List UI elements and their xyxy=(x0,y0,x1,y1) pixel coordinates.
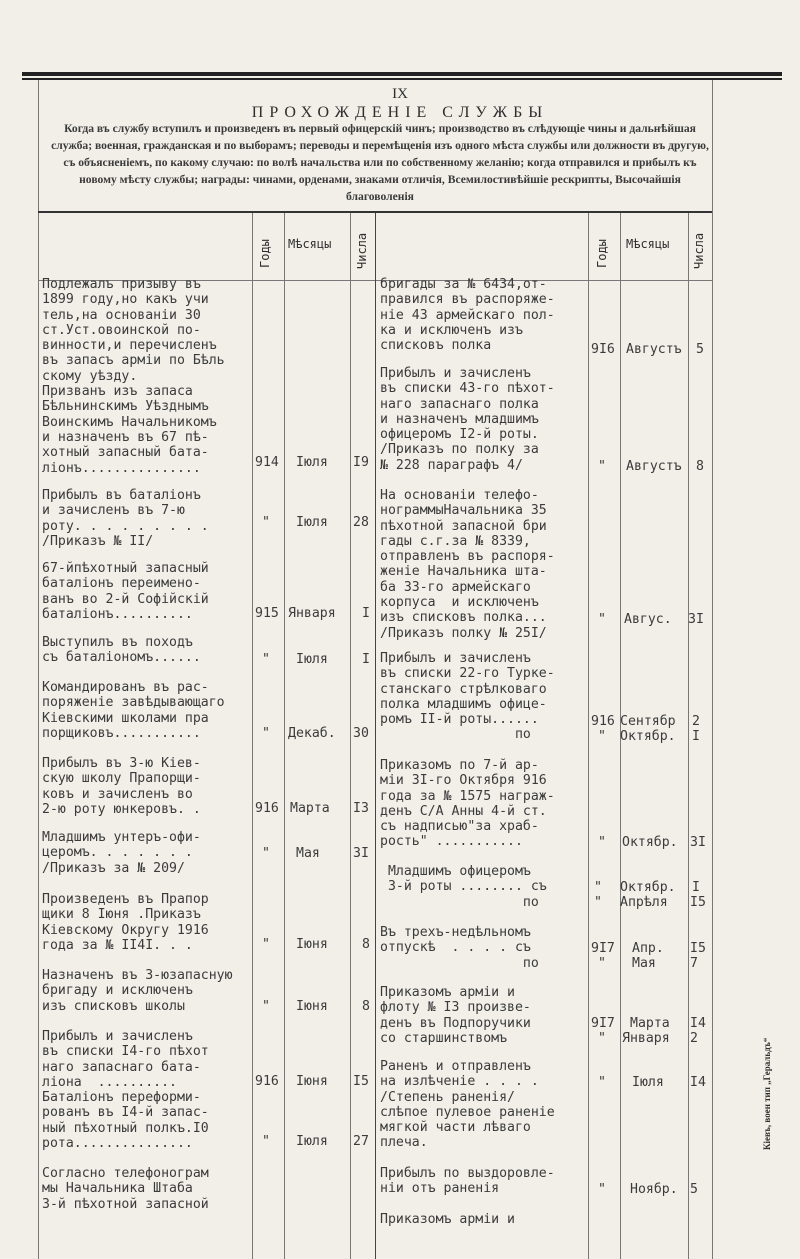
right-month: Мая xyxy=(632,956,656,971)
page-subtitle: Когда въ службу вступилъ и произведенъ въ первый офицерскiй чинъ; производство въ слѣдующiе чины и дальнѣйшая служба; военная, гражданская и по выборамъ; переводы и перемѣщенiя изъ одного мѣста службы или должности въ другую, съ объясненiемъ, по какому случаю: по волѣ начальства или по собственному желанiю; когда отправился и прибылъ къ новому мѣсту службы; награды: чинами, орденами, знаками отличiя, Всемилостивѣйшiе рескрипты, Высочайшiя благоволенiя xyxy=(51,122,709,203)
right-day: 2 xyxy=(690,1031,698,1046)
right-month: Октябр. xyxy=(622,835,678,850)
page-title: ПРОХОЖДЕНIЕ СЛУЖБЫ xyxy=(251,104,549,121)
left-year: " xyxy=(262,1134,270,1149)
right-day: 3I xyxy=(688,612,704,627)
right-entry: Въ трехъ-недѣльномъ отпускѣ . . . . съ по xyxy=(380,925,539,971)
left-day: 3I xyxy=(353,846,369,861)
header-years-right: Годы xyxy=(595,239,609,269)
left-day: 8 xyxy=(362,999,370,1014)
divider-r-years xyxy=(588,213,589,1259)
left-entry: Произведенъ въ Прапор щики 8 Iюня .Приказъ Кiевскому Округу 1916 года за № II4I. . . xyxy=(42,892,209,953)
left-year: " xyxy=(262,515,270,530)
left-entry: Выступилъ въ походъ съ баталiономъ...... xyxy=(42,635,201,666)
right-year: " xyxy=(598,956,606,971)
left-day: I xyxy=(362,652,370,667)
left-month: Марта xyxy=(290,801,330,816)
left-entry: Прибылъ въ баталiонъ и зачисленъ въ 7-ю роту. . . . . . . . . /Приказъ № II/ xyxy=(42,488,209,549)
right-entry: Приказомъ армiи и xyxy=(380,1212,515,1227)
left-year: 916 xyxy=(255,801,279,816)
left-month: Iюля xyxy=(296,652,328,667)
right-month: Января xyxy=(622,1031,670,1046)
header-months-right: Мѣсяцы xyxy=(626,237,670,251)
right-year: " xyxy=(598,1031,606,1046)
left-border xyxy=(38,80,39,1259)
left-day: I5 xyxy=(353,1074,369,1089)
right-month: Апрѣля xyxy=(620,895,668,910)
right-entry: Младшимъ офицеромъ 3-й роты ........ съ по xyxy=(387,864,547,910)
right-entry: Прибылъ и зачисленъ въ списки 43-го пѣхот- наго запаснаго полка и назначенъ младшимъ офицеромъ I2-й роты. /Приказъ по полку за № 228 параграфъ 4/ xyxy=(380,366,555,473)
header-months-left: Мѣсяцы xyxy=(288,237,332,251)
left-day: I3 xyxy=(353,801,369,816)
header-days-left: Числа xyxy=(355,232,369,270)
left-entry: Согласно телефонограм мы Начальника Штаба 3-й пѣхотной запасной xyxy=(42,1166,209,1212)
left-entry: Прибылъ въ 3-ю Кiев- скую школу Прапорщи- ковъ и зачисленъ во 2-ю роту юнкеровъ. . xyxy=(42,756,201,817)
right-month: Августъ xyxy=(626,342,682,357)
right-entry: Раненъ и отправленъ на излѣченiе . . . . /Степень раненiя/ слѣпое пулевое раненiе мягкой части лѣваго плеча. xyxy=(380,1059,555,1151)
right-year: 9I6 xyxy=(591,342,615,357)
right-month: Октябр. xyxy=(620,880,676,895)
right-month: Августъ xyxy=(626,459,682,474)
right-day: 5 xyxy=(696,342,704,357)
right-day: I4 xyxy=(690,1016,706,1031)
left-day: 30 xyxy=(353,726,369,741)
right-month: Авгус. xyxy=(624,612,672,627)
page-number: IX xyxy=(392,86,408,102)
left-year: " xyxy=(262,652,270,667)
divider-r-days xyxy=(688,213,689,1259)
left-entry: Прибылъ и зачисленъ въ списки I4-го пѣхот наго запаснаго бата- лiона .......... xyxy=(42,1029,209,1090)
right-month: Октябр. xyxy=(620,729,676,744)
divider-l-months xyxy=(284,213,285,1259)
header-days-right: Числа xyxy=(692,232,706,270)
right-day: 5 xyxy=(690,1182,698,1197)
left-month: Мая xyxy=(296,846,320,861)
left-entry: Назначенъ въ 3-юзапасную бригаду и исключенъ изъ списковъ школы xyxy=(42,968,233,1014)
right-month: Сентябр xyxy=(620,714,676,729)
left-day: I9 xyxy=(353,455,369,470)
left-month: Iюня xyxy=(296,937,328,952)
top-rule-thin xyxy=(22,78,782,80)
right-year: " xyxy=(598,459,606,474)
left-month: Iюля xyxy=(296,1134,328,1149)
right-year: 9I7 xyxy=(591,941,615,956)
left-month: Декаб. xyxy=(288,726,336,741)
right-year: " xyxy=(598,729,606,744)
right-month: Iюля xyxy=(632,1075,664,1090)
right-entry: Прибылъ по выздоровле- нiи отъ раненiя xyxy=(380,1166,555,1197)
right-month: Марта xyxy=(630,1016,670,1031)
divider-center xyxy=(375,213,376,1259)
right-year: " xyxy=(598,612,606,627)
right-month: Апр. xyxy=(632,941,664,956)
right-entry: На основанiи телефо- нограммыНачальника 35 пѣхотной запасной бри гады с.г.за № 8339, отправленъ въ распоря- женiе Начальника шта- ба 33-го армейскаго корпуса и исключенъ изъ списковъ полка... /Приказъ полку № 25I/ xyxy=(380,488,555,641)
left-year: " xyxy=(262,726,270,741)
left-day: 27 xyxy=(353,1134,369,1149)
right-year: 916 xyxy=(591,714,615,729)
left-entry: Баталiонъ переформи- рованъ въ I4-й запас- ный пѣхотный полкъ.I0 рота............... xyxy=(42,1090,209,1151)
left-year: 915 xyxy=(255,606,279,621)
left-month: Iюня xyxy=(296,1074,328,1089)
left-year: 914 xyxy=(255,455,279,470)
left-day: 28 xyxy=(353,515,369,530)
right-day: 3I xyxy=(690,835,706,850)
printer-mark: Кiевъ, воен тип „Геральдъ“ xyxy=(762,1037,772,1150)
left-entry: 67-йпѣхотный запасный баталiонъ переимено- ванъ во 2-й Софiйскiй баталiонъ.......... xyxy=(42,561,209,622)
right-day: I4 xyxy=(690,1075,706,1090)
left-month: Января xyxy=(288,606,336,621)
top-rule xyxy=(22,72,782,76)
right-year: " xyxy=(594,895,602,910)
left-year: " xyxy=(262,937,270,952)
right-day: I xyxy=(692,729,700,744)
left-month: Iюля xyxy=(296,455,328,470)
right-entry: Прибылъ и зачисленъ въ списки 22-го Турке- станскаго стрѣлковаго полка младшимъ офице- ромъ II-й роты...... по xyxy=(380,651,555,743)
right-day: I xyxy=(692,880,700,895)
right-year: " xyxy=(598,835,606,850)
left-entry: Младшимъ унтеръ-офи- церомъ. . . . . . . /Приказъ за № 209/ xyxy=(42,830,201,876)
right-border xyxy=(712,80,713,1259)
right-entry: Приказомъ армiи и флоту № I3 произве- денъ въ Подпоручики со старшинствомъ xyxy=(380,985,531,1046)
left-month: Iюня xyxy=(296,999,328,1014)
right-day: 8 xyxy=(696,459,704,474)
right-entry: Приказомъ по 7-й ар- мiи 3I-го Октября 916 года за № 1575 награж- денъ С/А Анны 4-й ст. съ надписью"за храб- рость" ........... xyxy=(380,758,555,850)
right-day: 7 xyxy=(690,956,698,971)
right-year: 9I7 xyxy=(591,1016,615,1031)
left-year: " xyxy=(262,846,270,861)
divider-l-years xyxy=(252,213,253,1259)
divider-l-days xyxy=(350,213,351,1259)
right-year: " xyxy=(598,1075,606,1090)
left-month: Iюля xyxy=(296,515,328,530)
left-entry: Подлежалъ призыву въ 1899 году,но какъ учи тель,на основанiи 30 ст.Уст.овоинской по- винности,и перечисленъ въ запасъ армiи по Бѣль скому уѣзду. Призванъ изъ запаса Бѣльнинскимъ Уѣзднымъ Воинскимъ Начальникомъ и назначенъ въ 67 пѣ- хотный запасный бата- лiонъ............... xyxy=(42,277,225,476)
left-year: " xyxy=(262,999,270,1014)
left-entry: Командированъ въ рас- поряженiе завѣдывающаго Кiевскими школами пра порщиковъ........... xyxy=(42,680,225,741)
right-day: I5 xyxy=(690,941,706,956)
left-day: I xyxy=(362,606,370,621)
right-year: " xyxy=(598,1182,606,1197)
right-year: " xyxy=(594,880,602,895)
header-years-left: Годы xyxy=(258,239,272,269)
left-day: 8 xyxy=(362,937,370,952)
right-entry: бригады за № 6434,от- правился въ распоряже- нiе 43 армейскаго пол- ка и исключенъ изъ списковъ полка xyxy=(380,277,555,354)
right-day: 2 xyxy=(692,714,700,729)
right-day: I5 xyxy=(690,895,706,910)
left-year: 916 xyxy=(255,1074,279,1089)
right-month: Ноябр. xyxy=(630,1182,678,1197)
